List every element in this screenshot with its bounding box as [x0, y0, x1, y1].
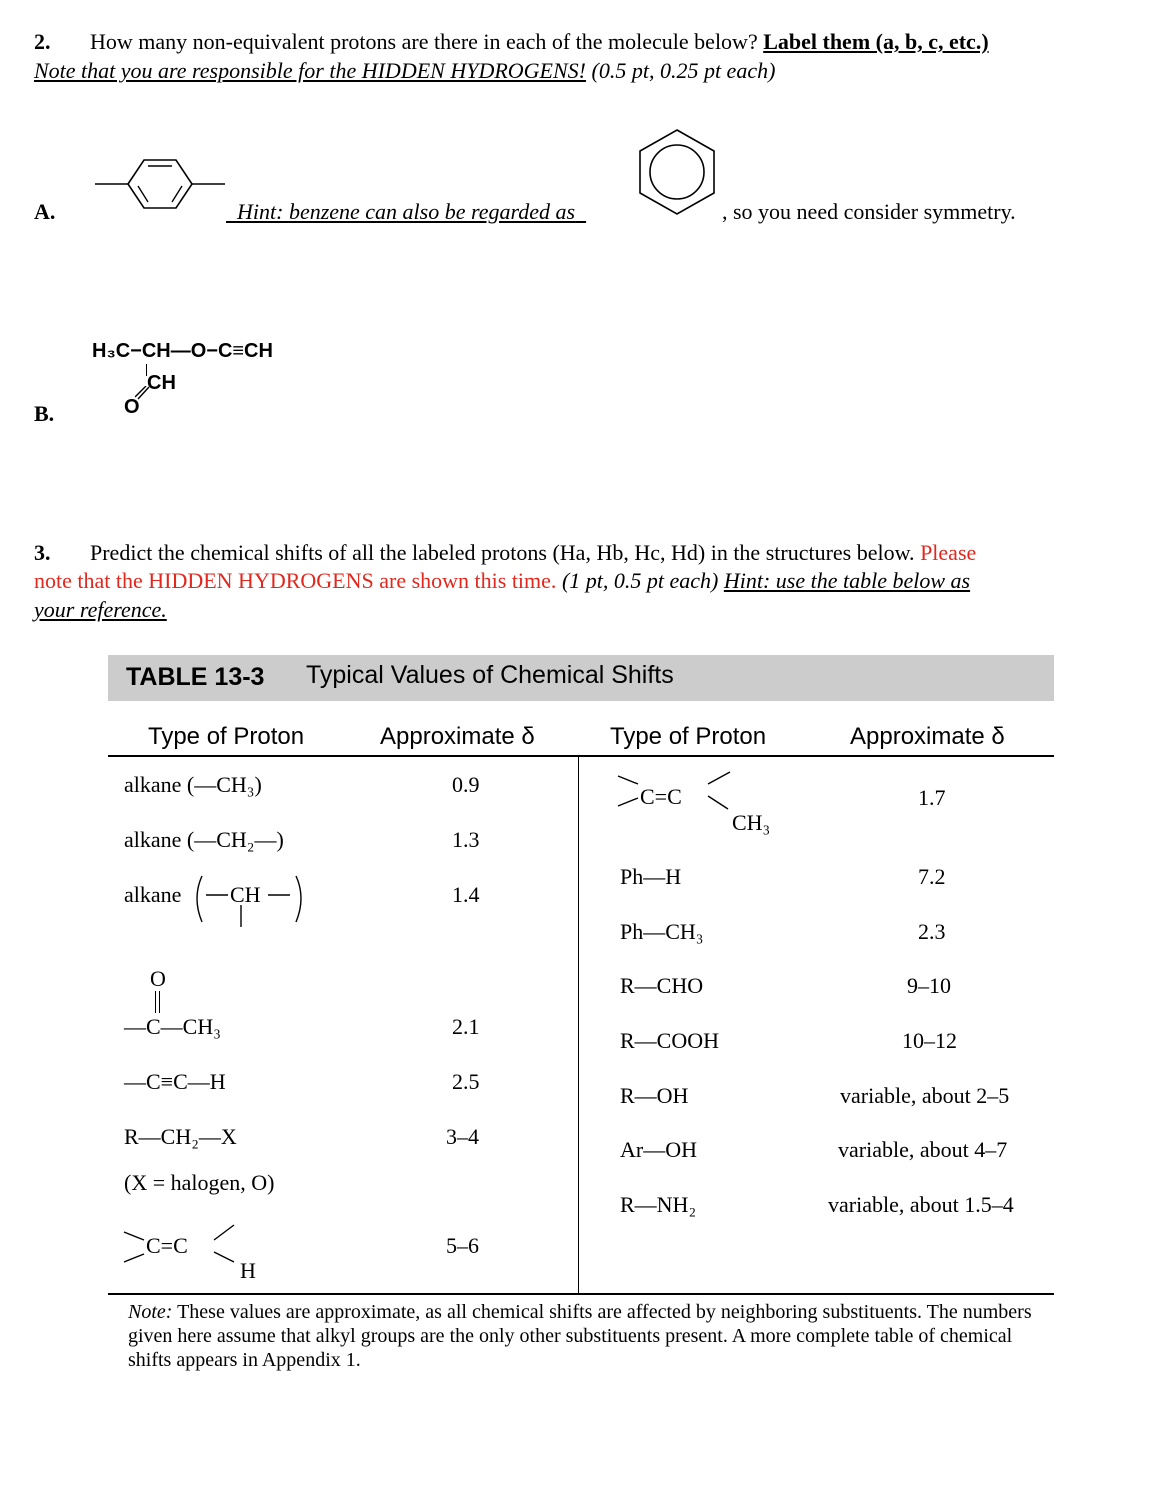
- para-xylene-structure: [90, 150, 230, 220]
- table-column-divider: [578, 757, 579, 1293]
- row-ph-h-type: Ph—H: [620, 864, 682, 889]
- molecule-b-o: O: [124, 396, 140, 418]
- row-alkane-ch-shift: 1.4: [452, 882, 480, 907]
- q2-hint-end: , so you need consider symmetry.: [722, 199, 1016, 224]
- row-alkane-ch-group: CH: [230, 882, 261, 907]
- q3-number: 3.: [34, 540, 51, 565]
- row-acid-shift: 10–12: [902, 1028, 957, 1053]
- q3-line2: [34, 567, 970, 595]
- row-amine-type: R—NH₂: [620, 1192, 697, 1217]
- row-vinyl-h-shift: 5–6: [446, 1233, 479, 1258]
- q2-note: Note that you are responsible for the HIDDEN HYDROGENS!: [34, 58, 586, 83]
- row-aldehyde-shift: 9–10: [907, 973, 951, 998]
- header-type-left: Type of Proton: [148, 723, 305, 750]
- row-methylketone-double-bond: [155, 991, 160, 1013]
- row-alkane-ch-type: alkane: [124, 882, 182, 907]
- row-alkane-ch3-shift: 0.9: [452, 772, 480, 797]
- row-rch2x-note: (X = halogen, O): [124, 1170, 275, 1195]
- table-bottom-rule: [108, 1293, 1054, 1295]
- row-allylic-sub: CH₃: [732, 810, 771, 835]
- row-alcohol-type: R—OH: [620, 1083, 689, 1108]
- molecule-b-top: H₃C−CH—O−C≡CH: [92, 340, 273, 362]
- q2-number: 2.: [34, 29, 51, 54]
- row-alkyne-shift: 2.5: [452, 1069, 480, 1094]
- q2-note-line: [34, 57, 775, 85]
- q2-hint: Hint: benzene can also be regarded as: [237, 199, 576, 224]
- q3-hint-b: your reference.: [34, 597, 167, 622]
- row-aldehyde-type: R—CHO: [620, 973, 704, 998]
- q2-question: How many non-equivalent protons are there in each of the molecule below?: [90, 29, 758, 54]
- q3-line1: [90, 539, 976, 567]
- q2-b-label: B.: [34, 401, 55, 426]
- row-allylic-type: C=C: [640, 784, 682, 809]
- row-alkane-ch2-shift: 1.3: [452, 827, 480, 852]
- row-amine-shift: variable, about 1.5–4: [828, 1192, 1014, 1217]
- q2-label-instruction: Label them (a, b, c, etc.): [763, 29, 989, 54]
- row-alkane-ch2-type: alkane (—CH₂—): [124, 827, 284, 852]
- q3-red-please: Please: [920, 540, 977, 565]
- row-alcohol-shift: variable, about 2–5: [840, 1083, 1010, 1108]
- row-rch2x-type: R—CH₂—X: [124, 1124, 237, 1149]
- row-methylketone-o: O: [150, 966, 166, 991]
- q2-a-label: A.: [34, 199, 56, 224]
- table-number: TABLE 13-3: [126, 663, 265, 691]
- row-phenol-type: Ar—OH: [620, 1137, 697, 1162]
- table-header-rule: [108, 755, 1054, 757]
- header-type-right: Type of Proton: [610, 723, 767, 750]
- row-acid-type: R—COOH: [620, 1028, 720, 1053]
- q2-text: [90, 28, 989, 56]
- q2-points: (0.5 pt, 0.25 pt each): [591, 58, 776, 83]
- row-methylketone-shift: 2.1: [452, 1014, 480, 1039]
- row-rch2x-shift: 3–4: [446, 1124, 479, 1149]
- q3-text: Predict the chemical shifts of all the labeled protons (Ha, Hb, Hc, Hd) in the structures below.: [90, 540, 915, 565]
- row-vinyl-h-type: C=C: [146, 1233, 188, 1258]
- header-shift-right: Approximate δ: [850, 723, 1005, 750]
- row-ph-h-shift: 7.2: [918, 864, 946, 889]
- row-alkyne-type: —C≡C—H: [124, 1069, 226, 1094]
- row-phenol-shift: variable, about 4–7: [838, 1137, 1008, 1162]
- header-shift-left: Approximate δ: [380, 723, 535, 750]
- row-ph-ch3-type: Ph—CH₃: [620, 919, 704, 944]
- benzene-circle-structure: [630, 126, 725, 216]
- row-methylketone-type: —C—CH₃: [124, 1014, 221, 1039]
- table-note-text: These values are approximate, as all chemical shifts are affected by neighboring substituents. The numbers given here assume that alkyl groups are the only other substituents present. A more complete table of chemical shifts appears in Appendix 1.: [128, 1301, 1032, 1371]
- row-alkane-ch3-type: alkane (—CH₃): [124, 772, 262, 797]
- row-allylic-shift: 1.7: [918, 785, 946, 810]
- row-vinyl-h-sub: H: [240, 1258, 256, 1283]
- table-note-label: Note:: [128, 1301, 173, 1323]
- q3-points: (1 pt, 0.5 pt each): [561, 568, 719, 593]
- q3-red-note: note that the HIDDEN HYDROGENS are shown this time.: [34, 568, 557, 593]
- q3-hint-a: Hint: use the table below as: [723, 568, 971, 593]
- table-note: [128, 1300, 1048, 1372]
- molecule-b-ch: CH: [147, 372, 176, 394]
- table-title: Typical Values of Chemical Shifts: [306, 661, 674, 689]
- row-ph-ch3-shift: 2.3: [918, 919, 946, 944]
